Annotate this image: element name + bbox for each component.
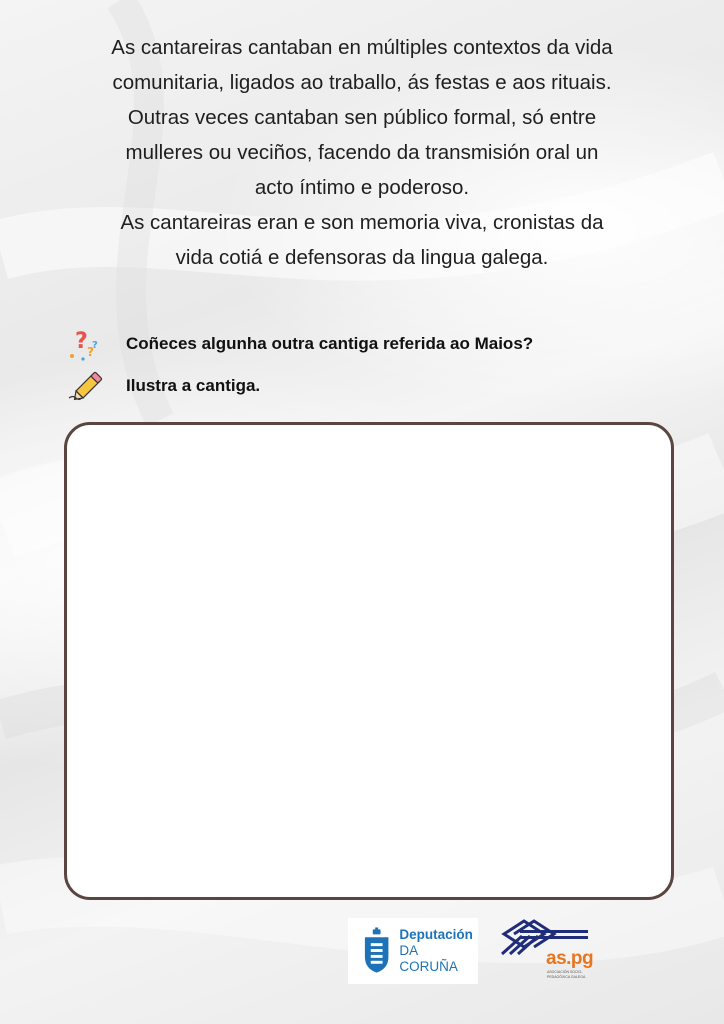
- task-illustrate-label: Ilustra a cantiga.: [126, 376, 261, 395]
- deputacion-logo: [348, 918, 478, 984]
- intro-line: acto íntimo e poderoso.: [254, 176, 470, 199]
- task-question-label: Coñeces algunha outra cantiga referida ao Maios?: [126, 334, 534, 353]
- intro-line: vida cotiá e defensoras da lingua galega.: [175, 246, 549, 269]
- question-marks-icon: [66, 326, 106, 362]
- svg-text:?: ?: [92, 340, 98, 351]
- deputacion-crest-icon: [360, 927, 393, 975]
- task-illustrate: [66, 368, 260, 404]
- intro-paragraph: [40, 30, 684, 275]
- intro-line: Outras veces cantaban sen público formal, só entre: [127, 106, 597, 129]
- deputacion-name: Deputación: [399, 927, 473, 942]
- drawing-area[interactable]: [64, 422, 674, 900]
- aspg-name: as.pg: [546, 948, 594, 969]
- task-question: [66, 326, 533, 362]
- intro-line: mulleres ou veciños, facendo da transmisión oral un: [125, 141, 599, 164]
- aspg-tagline: ASOCIACIÓN SOCIO-PEDAGÓXICA GALEGA: [547, 970, 586, 979]
- pencil-icon: [66, 368, 106, 404]
- intro-line: comunitaria, ligados ao traballo, ás festas e aos rituais.: [112, 71, 612, 94]
- svg-text:?: ?: [87, 345, 94, 359]
- aspg-logo: [500, 918, 600, 982]
- intro-line: As cantareiras cantaban en múltiples contextos da vida: [111, 36, 613, 59]
- deputacion-region: DA CORUÑA: [399, 943, 458, 974]
- intro-line: As cantareiras eran e son memoria viva, cronistas da: [120, 211, 604, 234]
- svg-text:?: ?: [75, 329, 88, 354]
